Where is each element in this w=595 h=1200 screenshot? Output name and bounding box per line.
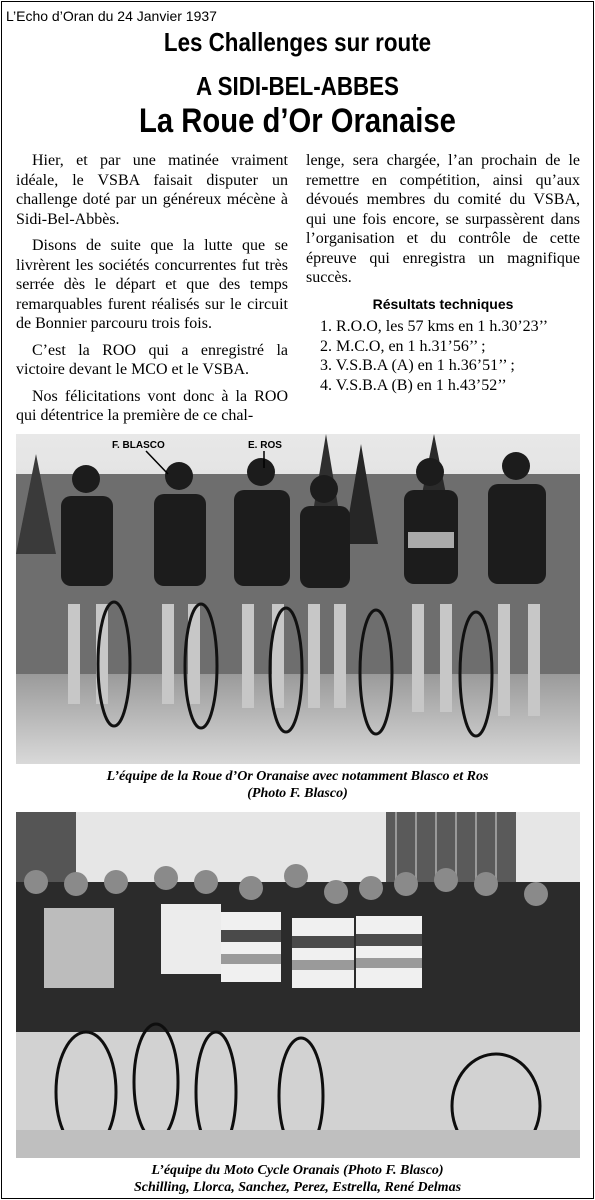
results-list bbox=[306, 317, 580, 395]
result-item: 4. V.S.B.A (B) en 1 h.43’52’’ bbox=[320, 376, 507, 394]
photo2-caption bbox=[0, 1162, 595, 1196]
paragraph: Hier, et par une matinée vraiment idéale, le VSBA faisait disputer un challenge doté par un généreux mécène à Sidi-Bel-Abbès. bbox=[16, 152, 288, 228]
photo1-caption-line2: (Photo F. Blasco) bbox=[247, 786, 348, 801]
photo1-caption-line1: L’équipe de la Roue d’Or Oranaise avec notamment Blasco et Ros bbox=[106, 769, 489, 784]
photo2-caption-line2: Schilling, Llorca, Sanchez, Perez, Estrella, René Delmas bbox=[133, 1180, 462, 1195]
result-item: 3. V.S.B.A (A) en 1 h.36’51’’ ; bbox=[320, 357, 515, 374]
paragraph: Nos félicitations vont donc à la ROO qui détentrice la première de ce chal- bbox=[16, 387, 288, 424]
photo-label-blasco: F. BLASCO bbox=[112, 440, 165, 451]
paragraph: Disons de suite que la lutte que se livrèrent les sociétés concurrentes fut très serrée dès le départ et que des temps remarquables furent réalisés sur le circuit de Bonnier parcouru trois fois. bbox=[16, 237, 288, 332]
photo1-caption bbox=[0, 768, 595, 802]
headline-line-1: Les Challenges sur route bbox=[163, 27, 432, 57]
paragraph: C’est la ROO qui a enregistré la victoire devant le MCO et le VSBA. bbox=[16, 341, 288, 378]
source-line: L’Echo d’Oran du 24 Janvier 1937 bbox=[6, 8, 217, 24]
results-title: Résultats techniques bbox=[372, 295, 514, 312]
paragraph-continued: lenge, sera chargée, l’an prochain de le remettre en compétition, ainsi qu’aux dévoués membres du comité du VSBA, qui une fois encore, se surpassèrent dans l’organisation et du contrôle de cette épreuve qui enregistra un magnifique succès. bbox=[306, 152, 580, 286]
photo2-caption-line1: L’équipe du Moto Cycle Oranais (Photo F. Blasco) bbox=[151, 1163, 444, 1178]
article-column-1 bbox=[16, 151, 288, 433]
headline-line-2: A SIDI-BEL-ABBES bbox=[196, 71, 399, 101]
headline-line-3: La Roue d’Or Oranaise bbox=[139, 102, 456, 140]
team-photo-moto-cycle bbox=[16, 812, 580, 1158]
team-photo-roue-dor bbox=[16, 434, 580, 764]
result-item: 1. R.O.O, les 57 kms en 1 h.30’23’’ bbox=[320, 318, 549, 335]
photo-label-ros: E. ROS bbox=[248, 440, 282, 451]
article-column-2 bbox=[306, 151, 580, 395]
result-item: 2. M.C.O, en 1 h.31’56’’ ; bbox=[320, 337, 486, 355]
